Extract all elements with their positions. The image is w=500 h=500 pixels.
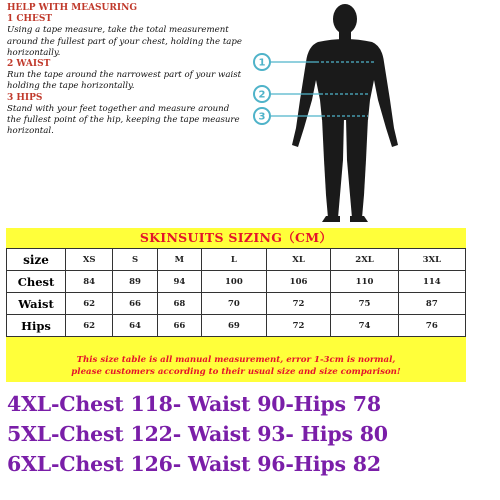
marker-2 — [254, 86, 270, 102]
table-row-waist — [7, 293, 466, 315]
table-cell: 66 — [113, 293, 157, 315]
size-m: M — [157, 249, 201, 271]
row-label-chest: Chest — [7, 271, 66, 293]
size-s: S — [113, 249, 157, 271]
waist-heading: 2 WAIST — [7, 59, 51, 70]
table-cell: 68 — [157, 293, 201, 315]
table-cell: 75 — [331, 293, 398, 315]
table-cell: 64 — [113, 315, 157, 337]
hips-instructions: Stand with your feet together and measure around the fullest point of the hip, keeping the tape measure horizontal. — [7, 103, 240, 137]
row-label-hips: Hips — [7, 315, 66, 337]
table-cell: 84 — [66, 271, 113, 293]
size-l: L — [202, 249, 267, 271]
table-cell: 62 — [66, 315, 113, 337]
table-cell: 89 — [113, 271, 157, 293]
table-cell: 110 — [331, 271, 398, 293]
extra-size-4xl: 4XL-Chest 118- Waist 90-Hips 78 — [7, 392, 381, 416]
marker-2-label: 2 — [258, 89, 266, 101]
size-xl: XL — [266, 249, 331, 271]
table-cell: 69 — [202, 315, 267, 337]
table-cell: 66 — [157, 315, 201, 337]
chest-instructions: Using a tape measure, take the total measurement around the fullest part of your chest, holding the tape horizontally. — [7, 25, 243, 58]
chest-heading: 1 CHEST — [7, 14, 53, 25]
row-label-waist: Waist — [7, 293, 66, 315]
marker-3 — [254, 108, 270, 124]
table-cell: 76 — [398, 315, 465, 337]
silhouette-svg — [246, 0, 500, 226]
table-cell: 70 — [202, 293, 267, 315]
size-2xl: 2XL — [331, 249, 398, 271]
table-cell: 106 — [266, 271, 331, 293]
help-title: HELP WITH MEASURING — [7, 3, 137, 13]
size-header-label: size — [7, 249, 66, 271]
extra-size-5xl: 5XL-Chest 122- Waist 93- Hips 80 — [7, 422, 388, 446]
measuring-help — [7, 3, 243, 137]
measurement-note — [6, 354, 466, 378]
silhouette-body — [292, 4, 398, 222]
hips-heading: 3 HIPS — [7, 92, 43, 103]
marker-3-label: 3 — [258, 111, 266, 123]
table-cell: 74 — [331, 315, 398, 337]
size-table-panel — [6, 228, 466, 382]
table-title: SKINSUITS SIZING（CM） — [139, 230, 333, 245]
size-table — [6, 248, 466, 337]
waist-instructions: Run the tape around the narrowest part of your waist holding the tape horizontally. — [7, 70, 242, 92]
table-cell: 114 — [398, 271, 465, 293]
table-cell: 72 — [266, 315, 331, 337]
note-line-1: This size table is all manual measurement, error 1-3cm is normal, — [76, 355, 396, 365]
table-cell: 62 — [66, 293, 113, 315]
note-line-2: please customers according to their usual size and size comparison! — [71, 367, 401, 377]
table-row-hips — [7, 315, 466, 337]
table-cell: 100 — [202, 271, 267, 293]
table-row-chest — [7, 271, 466, 293]
marker-1-label: 1 — [258, 57, 266, 69]
body-silhouette-figure — [246, 0, 500, 226]
extra-size-6xl: 6XL-Chest 126- Waist 96-Hips 82 — [7, 452, 381, 476]
size-xs: XS — [66, 249, 113, 271]
table-header-row — [7, 249, 466, 271]
table-cell: 87 — [398, 293, 465, 315]
size-3xl: 3XL — [398, 249, 465, 271]
table-cell: 72 — [266, 293, 331, 315]
table-cell: 94 — [157, 271, 201, 293]
marker-1 — [254, 54, 270, 70]
